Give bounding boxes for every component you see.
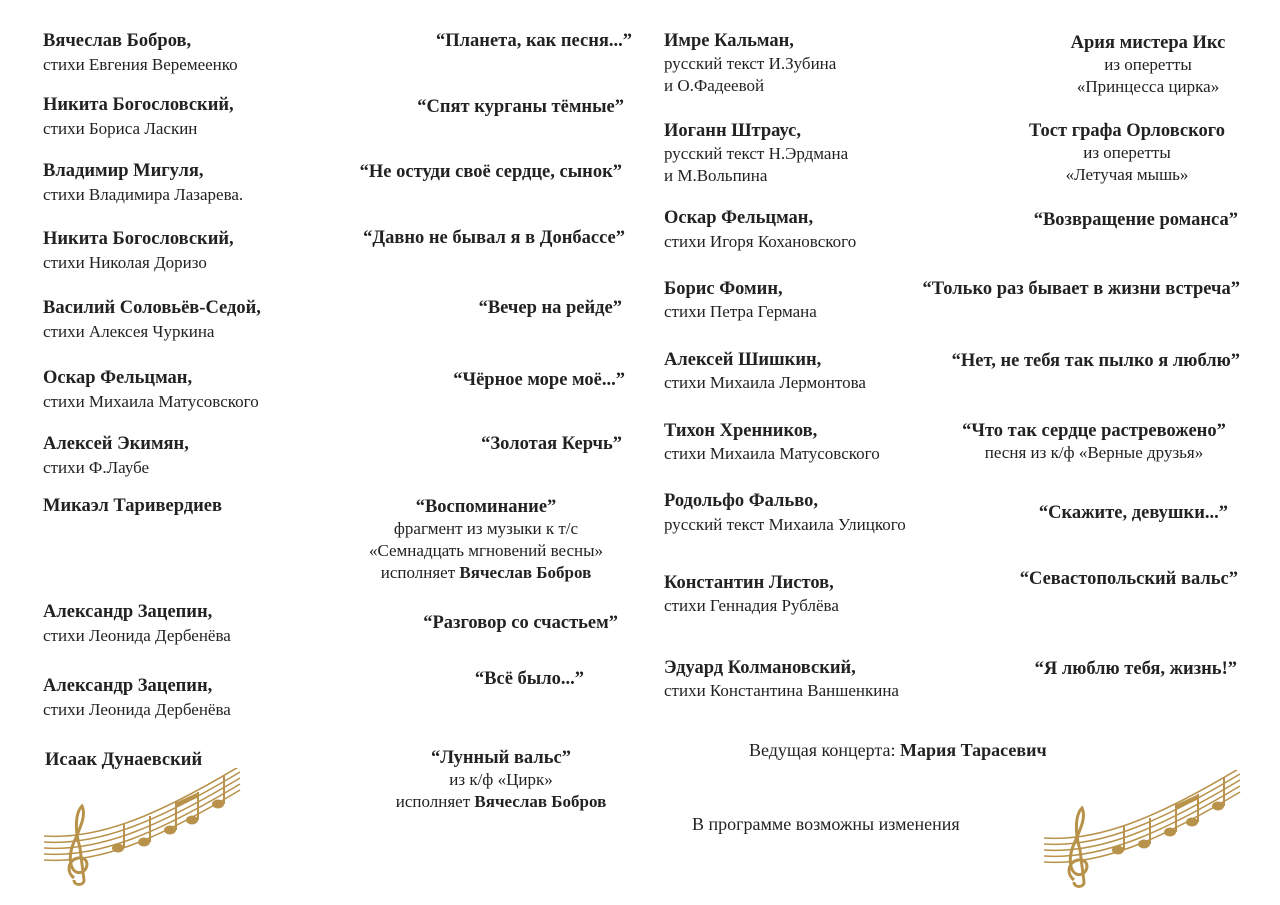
song-title: “Что так сердце растревожено”	[962, 421, 1226, 441]
performer-line	[360, 791, 642, 813]
lyricist: стихи Евгения Веремеенко	[43, 55, 238, 74]
performer-name: Вячеслав Бобров	[474, 792, 607, 811]
lyricist: стихи Михаила Лермонтова	[664, 373, 866, 392]
lyricist: русский текст Н.Эрдмана	[664, 144, 849, 163]
lyricist: стихи Константина Ваншенкина	[664, 681, 899, 700]
lyricist: стихи Петра Германа	[664, 302, 817, 321]
lyricist: стихи Ф.Лаубе	[43, 458, 150, 477]
composer: Константин Листов,	[664, 573, 834, 593]
composer: Борис Фомин,	[664, 279, 783, 299]
composer: Алексей Шишкин,	[664, 350, 822, 370]
song-title: “Возвращение романса”	[1033, 210, 1238, 230]
song-title: “Золотая Керчь”	[481, 434, 622, 454]
composer: Владимир Мигуля,	[43, 161, 204, 181]
lyricist: русский текст Михаила Улицкого	[664, 515, 906, 534]
song-block	[997, 121, 1257, 186]
lyricist: стихи Михаила Матусовского	[43, 392, 259, 411]
lyricist: стихи Михаила Матусовского	[664, 444, 880, 463]
song-title: “Севастопольский вальс”	[1019, 569, 1238, 589]
performer-name: Вячеслав Бобров	[459, 563, 592, 582]
composer: Родольфо Фальво,	[664, 491, 818, 511]
song-note: «Летучая мышь»	[1065, 165, 1189, 184]
song-note: «Семнадцать мгновений весны»	[368, 541, 604, 560]
performer-prefix: исполняет	[380, 563, 460, 582]
song-note: песня из к/ф «Верные друзья»	[984, 443, 1204, 462]
lyricist: стихи Леонида Дербенёва	[43, 626, 231, 645]
changes-note: В программе возможны изменения	[692, 814, 960, 834]
song-title: “Я люблю тебя, жизнь!”	[1034, 659, 1237, 679]
song-block	[360, 748, 642, 813]
performer-prefix: исполняет	[395, 792, 475, 811]
lyricist: стихи Алексея Чуркина	[43, 322, 215, 341]
composer: Имре Кальман,	[664, 31, 794, 51]
host-name: Мария Тарасевич	[899, 740, 1047, 760]
lyricist: стихи Бориса Ласкин	[43, 119, 198, 138]
song-note: из к/ф «Цирк»	[449, 770, 553, 789]
lyricist: стихи Леонида Дербенёва	[43, 700, 231, 719]
song-block	[345, 497, 627, 584]
composer: Оскар Фельцман,	[43, 368, 193, 388]
song-title: “Разговор со счастьем”	[423, 613, 618, 633]
song-title: “Давно не бывал я в Донбассе”	[363, 228, 625, 248]
song-title: “Только раз бывает в жизни встреча”	[922, 279, 1240, 299]
lyricist: стихи Владимира Лазарева.	[43, 185, 244, 204]
composer: Никита Богословский,	[43, 95, 234, 115]
lyricist: и М.Вольпина	[664, 166, 768, 185]
song-block	[934, 421, 1254, 464]
composer: Александр Зацепин,	[43, 676, 213, 696]
song-note: фрагмент из музыки к т/с	[393, 519, 579, 538]
song-note: «Принцесса цирка»	[1076, 77, 1220, 96]
composer: Александр Зацепин,	[43, 602, 213, 622]
song-title: “Спят курганы тёмные”	[417, 97, 624, 117]
composer: Иоганн Штраус,	[664, 121, 801, 141]
song-title: Тост графа Орловского	[1029, 121, 1225, 141]
song-title: “Лунный вальс”	[431, 748, 571, 768]
song-title: “Скажите, девушки...”	[1038, 503, 1228, 523]
song-title: “Всё было...”	[474, 669, 584, 689]
song-note: из оперетты	[1083, 143, 1171, 162]
composer: Вячеслав Бобров,	[43, 31, 192, 51]
music-staff-icon	[1040, 770, 1250, 890]
lyricist: и О.Фадеевой	[664, 76, 765, 95]
host-line	[749, 740, 1047, 761]
composer: Тихон Хренников,	[664, 421, 818, 441]
song-title: “Планета, как песня...”	[436, 31, 632, 51]
lyricist: стихи Николая Доризо	[43, 253, 207, 272]
performer-line	[345, 562, 627, 584]
song-title: “Воспоминание”	[415, 497, 557, 517]
song-note: из оперетты	[1104, 55, 1192, 74]
composer: Василий Соловьёв-Седой,	[43, 298, 261, 318]
music-staff-icon	[40, 768, 250, 888]
lyricist: стихи Игоря Кохановского	[664, 232, 857, 251]
composer: Алексей Экимян,	[43, 434, 189, 454]
song-title: “Вечер на рейде”	[478, 298, 622, 318]
song-block	[1018, 33, 1278, 98]
song-title: “Не остуди своё сердце, сынок”	[359, 162, 622, 182]
host-label: Ведущая концерта:	[749, 740, 900, 760]
composer: Никита Богословский,	[43, 229, 234, 249]
song-title: “Чёрное море моё...”	[453, 370, 625, 390]
composer: Микаэл Таривердиев	[43, 496, 222, 516]
song-title: “Нет, не тебя так пылко я люблю”	[951, 351, 1240, 371]
lyricist: русский текст И.Зубина	[664, 54, 837, 73]
composer: Исаак Дунаевский	[45, 750, 203, 770]
composer: Эдуард Колмановский,	[664, 658, 856, 678]
lyricist: стихи Геннадия Рублёва	[664, 596, 839, 615]
composer: Оскар Фельцман,	[664, 208, 814, 228]
song-title: Ария мистера Икс	[1070, 33, 1226, 53]
